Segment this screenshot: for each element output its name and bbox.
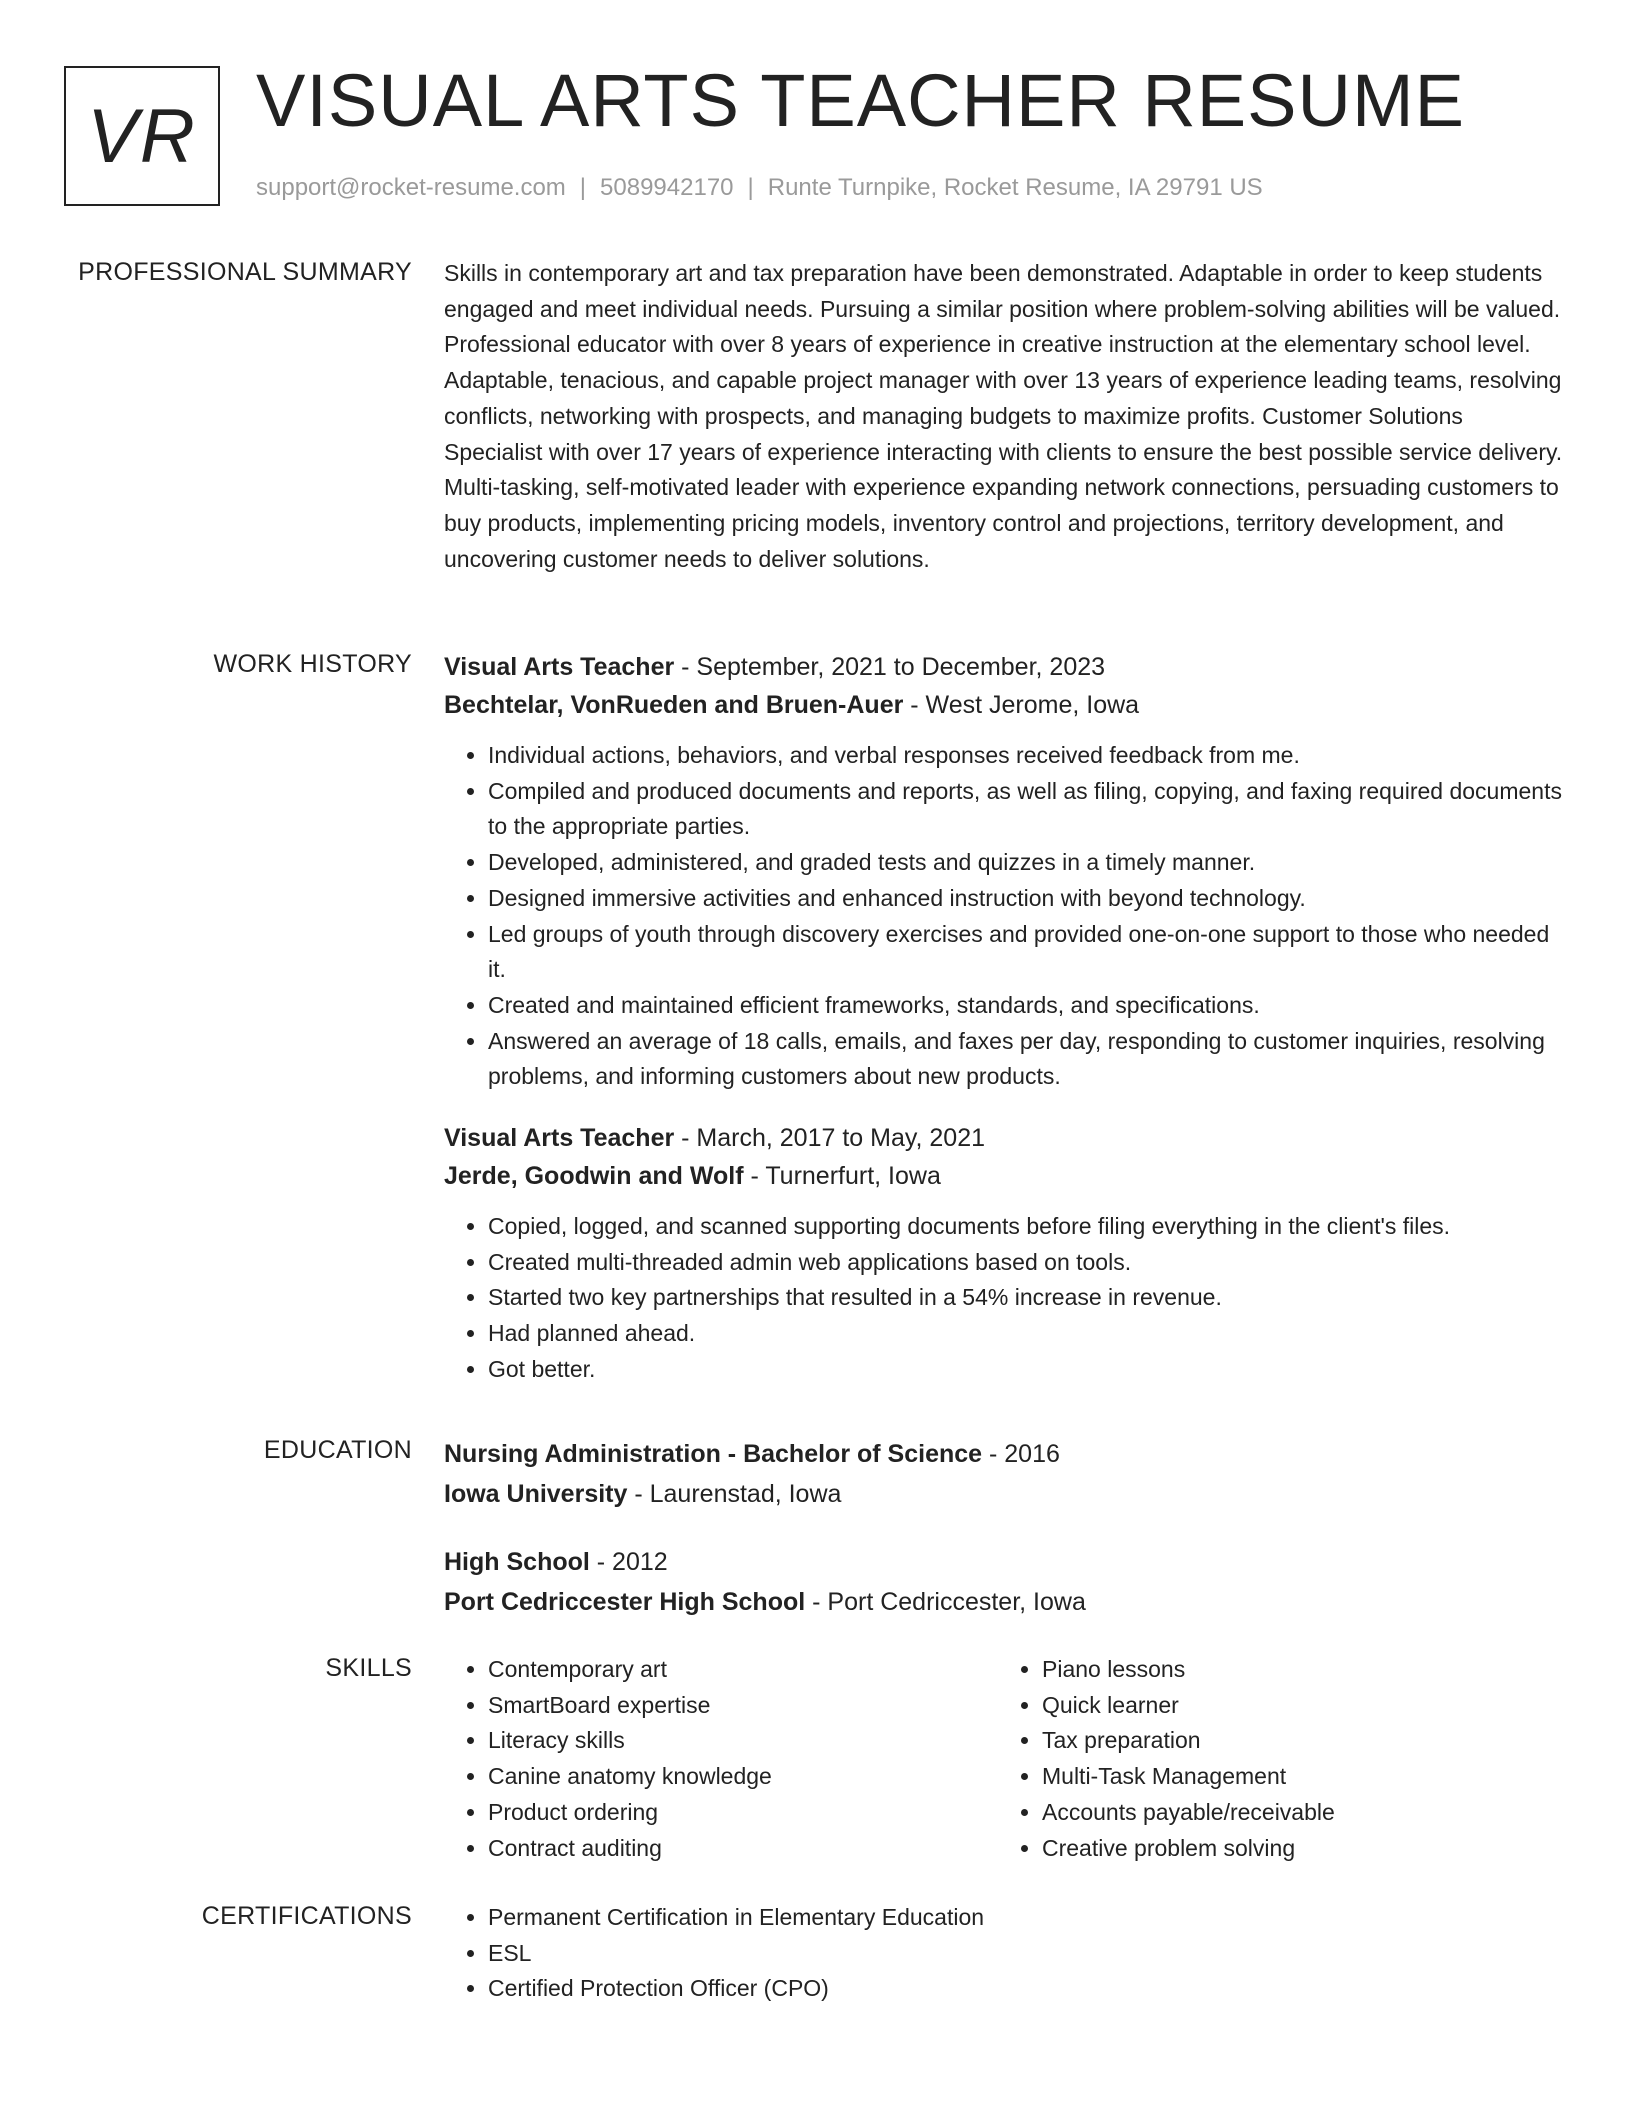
skill-item: • Multi-Task Management (1042, 1759, 1542, 1795)
contact-separator: | (747, 174, 754, 201)
job-bullets (444, 1209, 1564, 1388)
job-bullet: • Compiled and produced documents and reports, as well as filing, copying, and faxing required documents to the appropriate parties. (488, 774, 1564, 845)
skill-item: • Canine anatomy knowledge (488, 1759, 988, 1795)
section-label-education: EDUCATION (263, 1436, 412, 1464)
job-location: - West Jerome, Iowa (903, 691, 1140, 719)
education-school: Iowa University (444, 1480, 628, 1508)
education-degree: Nursing Administration - Bachelor of Science (444, 1440, 983, 1468)
job-bullet: • Designed immersive activities and enhanced instruction with beyond technology. (488, 881, 1564, 917)
skill-item: • Product ordering (488, 1795, 988, 1831)
monogram-logo (64, 66, 220, 206)
job-bullet: • Got better. (488, 1352, 1564, 1388)
certifications-content (444, 1900, 1564, 2007)
skill-item: • Piano lessons (1042, 1652, 1542, 1688)
job-company-line (444, 1157, 1564, 1195)
skills-content (444, 1652, 1564, 1866)
skill-item: • SmartBoard expertise (488, 1688, 988, 1724)
section-label-work-history: WORK HISTORY (213, 650, 412, 678)
job-company: Jerde, Goodwin and Wolf (444, 1162, 744, 1191)
job-bullet: • Had planned ahead. (488, 1316, 1564, 1352)
job-bullets (444, 738, 1564, 1095)
job-company: Bechtelar, VonRueden and Bruen-Auer (444, 691, 904, 719)
job-entry (444, 648, 1564, 1095)
job-title: Visual Arts Teacher (444, 1124, 675, 1153)
skill-item: • Tax preparation (1042, 1723, 1542, 1759)
job-entry (444, 1119, 1564, 1388)
job-bullet: • Started two key partnerships that resulted in a 54% increase in revenue. (488, 1280, 1564, 1316)
job-title-line (444, 1119, 1564, 1157)
contact-separator: | (579, 174, 587, 201)
job-bullet: • Developed, administered, and graded tests and quizzes in a timely manner. (488, 845, 1564, 881)
job-bullet: • Individual actions, behaviors, and verbal responses received feedback from me. (488, 738, 1564, 774)
certification-item: • Certified Protection Officer (CPO) (488, 1971, 1564, 2007)
summary-content (444, 256, 1564, 577)
skill-item: • Contract auditing (488, 1831, 988, 1867)
resume-title: VISUAL ARTS TEACHER RESUME (256, 59, 1465, 142)
skill-item: • Creative problem solving (1042, 1831, 1542, 1867)
certifications-list (444, 1900, 1564, 2007)
education-content (444, 1434, 1564, 1622)
job-location: - Turnerfurt, Iowa (743, 1162, 941, 1191)
job-dates: - September, 2021 to December, 2023 (674, 653, 1106, 681)
education-school: Port Cedriccester High School (444, 1588, 806, 1616)
education-year: - 2016 (982, 1440, 1060, 1468)
education-degree-line (444, 1434, 1564, 1474)
certification-item: • Permanent Certification in Elementary Education (488, 1900, 1564, 1936)
job-bullet: • Answered an average of 18 calls, emails, and faxes per day, responding to customer inquiries, resolving problems, and informing customers about new products. (488, 1024, 1564, 1095)
summary-text: Skills in contemporary art and tax preparation have been demonstrated. Adaptable in order to keep students engaged and meet individual needs. Pursuing a similar position where problem-solving abilities will be valued. Professional educator with over 8 years of experience in creative instruction at the elementary school level. Adaptable, tenacious, and capable project manager with over 13 years of experience leading teams, resolving conflicts, networking with prospects, and managing budgets to maximize profits. Customer Solutions Specialist with over 17 years of experience interacting with clients to ensure the best possible service delivery. Multi-tasking, self-motivated leader with experience expanding network connections, persuading customers to buy products, implementing pricing models, inventory control and projections, territory development, and uncovering customer needs to deliver solutions. (444, 260, 1563, 572)
section-label-certifications: CERTIFICATIONS (201, 1902, 412, 1930)
skills-grid (444, 1652, 1564, 1866)
education-degree-line (444, 1542, 1564, 1582)
education-location: - Laurenstad, Iowa (627, 1480, 842, 1508)
education-degree: High School (444, 1548, 590, 1576)
job-title: Visual Arts Teacher (444, 653, 675, 681)
education-year: - 2012 (589, 1548, 668, 1576)
work-history-content (444, 648, 1564, 1388)
job-company-line (444, 686, 1564, 724)
education-entry (444, 1542, 1564, 1622)
contact-email: support@rocket-resume.com (256, 174, 566, 201)
skills-column-2 (988, 1652, 1542, 1866)
skill-item: • Literacy skills (488, 1723, 988, 1759)
monogram-initials: VR (87, 93, 197, 179)
contact-address: Runte Turnpike, Rocket Resume, IA 29791 US (767, 174, 1263, 201)
contact-phone: 5089942170 (600, 174, 734, 201)
job-title-line (444, 648, 1564, 686)
section-label-skills: SKILLS (325, 1654, 412, 1682)
job-bullet: • Created and maintained efficient frameworks, standards, and specifications. (488, 988, 1564, 1024)
contact-line (256, 172, 1263, 204)
education-entry (444, 1434, 1564, 1514)
certification-item: • ESL (488, 1936, 1564, 1972)
skill-item: • Contemporary art (488, 1652, 988, 1688)
education-school-line (444, 1474, 1564, 1514)
job-bullet: • Created multi-threaded admin web applications based on tools. (488, 1245, 1564, 1281)
skills-column-1 (444, 1652, 988, 1866)
skill-item: • Quick learner (1042, 1688, 1542, 1724)
skill-item: • Accounts payable/receivable (1042, 1795, 1542, 1831)
job-dates: - March, 2017 to May, 2021 (674, 1124, 986, 1153)
education-school-line (444, 1582, 1564, 1622)
education-location: - Port Cedriccester, Iowa (805, 1588, 1086, 1616)
job-bullet: • Copied, logged, and scanned supporting documents before filing everything in the client's files. (488, 1209, 1564, 1245)
section-label-summary: PROFESSIONAL SUMMARY (78, 258, 412, 286)
job-bullet: • Led groups of youth through discovery exercises and provided one-on-one support to those who needed it. (488, 917, 1564, 988)
